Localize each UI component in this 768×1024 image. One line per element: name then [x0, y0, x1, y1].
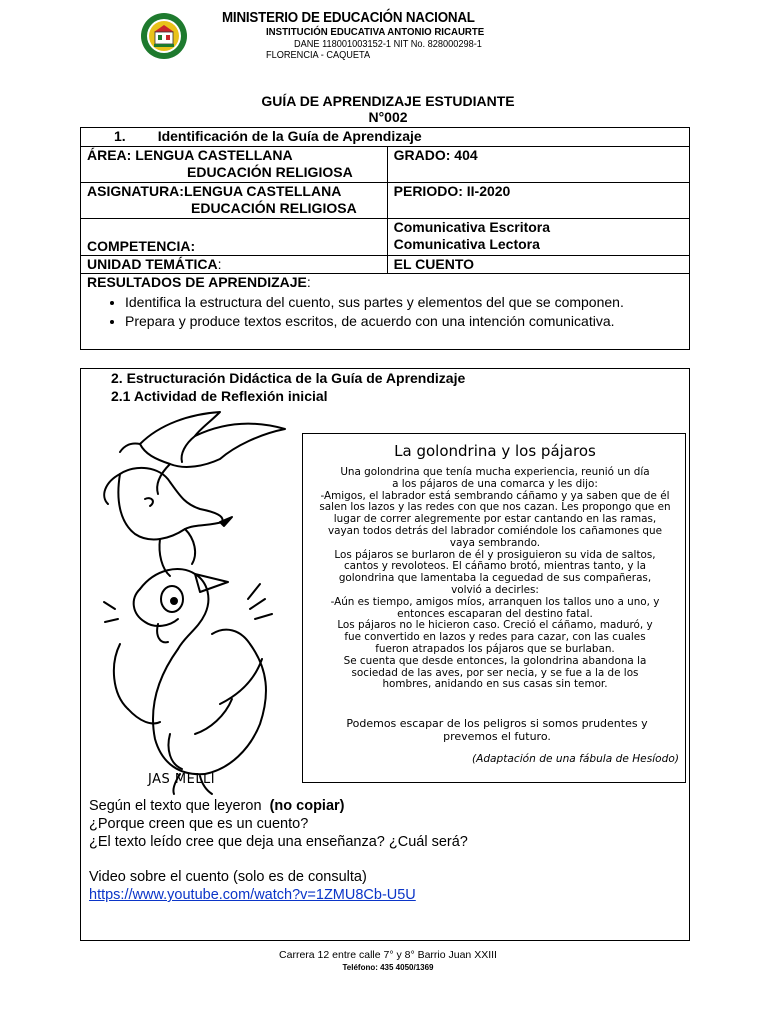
fable-box [302, 433, 686, 783]
fable-moral-line1: Podemos escapar de los peligros si somos prudentes y [346, 717, 648, 730]
school-logo [140, 12, 188, 60]
fable-moral-line2: prevemos el futuro. [443, 730, 551, 743]
resultados-label: RESULTADOS DE APRENDIZAJE [87, 274, 307, 290]
illustration-signature: JAS MELLI [148, 772, 216, 787]
unidad-label-cell [81, 256, 388, 274]
asignatura-cell [81, 183, 388, 219]
fable-line: sociedad de las aves, por ser necia, y se fue a la de los [351, 666, 639, 679]
fable-line: Una golondrina que tenía mucha experiencia, reunió un día [340, 466, 650, 478]
fable-line: lugar de correr alegremente por estar cantando en las ramas, [333, 513, 657, 526]
grado-cell: GRADO: 404 [387, 147, 689, 183]
question-intro-line [89, 798, 345, 814]
competencia-cell [387, 219, 689, 256]
fable-body [309, 467, 681, 691]
section1-title: Identificación de la Guía de Aprendizaje [157, 128, 422, 144]
fable-line: Los pájaros no le hicieron caso. Creció el cáñamo, maduró, y [337, 619, 653, 632]
resultados-cell [81, 274, 690, 350]
fable-line: fue convertido en lazos y redes para cazar, con las cuales [344, 631, 646, 644]
fable-moral [317, 717, 677, 743]
area-line1: ÁREA: LENGUA CASTELLANA [87, 147, 293, 163]
unidad-value: EL CUENTO [387, 256, 689, 274]
fable-line: entonces escaparan del destino fatal. [397, 607, 593, 620]
fable-line: Los pájaros se burlaron de él y prosiguieron su vida de saltos, [334, 548, 656, 561]
guide-title: GUÍA DE APRENDIZAJE ESTUDIANTE [261, 93, 515, 109]
periodo-cell: PERIODO: II-2020 [387, 183, 689, 219]
footer-phone: Teléfono: 435 4050/1369 [342, 963, 434, 972]
area-cell [81, 147, 388, 183]
video-label: Video sobre el cuento (solo es de consulta) [89, 869, 367, 885]
birds-illustration [100, 404, 298, 796]
identification-table [80, 127, 690, 350]
area-line2: EDUCACIÓN RELIGIOSA [187, 164, 353, 180]
fable-line: golondrina que lamentaba la ceguedad de sus compañeras, [338, 572, 652, 585]
resultados-list [87, 293, 683, 331]
section2-1-heading: 2.1 Actividad de Reflexión inicial [111, 388, 328, 404]
fable-title: La golondrina y los pájaros [394, 442, 596, 460]
fable-line: salen los lazos y las redes con que nos cazan. Les propongo que en [319, 501, 671, 514]
guide-number: N°002 [368, 109, 408, 125]
fable-line: -Amigos, el labrador está sembrando cáñamo y ya saben que de él [320, 489, 670, 502]
question-2: ¿El texto leído cree que deja una enseñanza? ¿Cuál será? [89, 834, 468, 850]
unidad-colon: : [217, 256, 222, 272]
question-intro: Según el texto que leyeron [89, 798, 262, 814]
question-1: ¿Porque creen que es un cuento? [89, 816, 309, 832]
video-link[interactable]: https://www.youtube.com/watch?v=1ZMU8Cb-U5U [89, 887, 416, 903]
resultados-colon: : [306, 274, 311, 290]
ministry-title: MINISTERIO DE EDUCACIÓN NACIONAL [222, 10, 475, 26]
section1-number: 1. [114, 128, 126, 144]
resultado-item: • Prepara y produce textos escritos, de acuerdo con una intención comunicativa. [125, 312, 683, 331]
fable-line: a los pájaros de una comarca y les dijo: [392, 477, 598, 490]
section2-heading: 2. Estructuración Didáctica de la Guía de Aprendizaje [111, 370, 466, 386]
competencia-1: Comunicativa Escritora [393, 219, 551, 235]
fable-line: Se cuenta que desde entonces, la golondrina abandona la [343, 654, 647, 667]
fable-line: fueron atrapados los pájaros que se burlaban. [375, 642, 615, 655]
question-note: (no copiar) [269, 798, 345, 814]
institution-city: FLORENCIA - CAQUETA [266, 50, 371, 61]
unidad-label: UNIDAD TEMÁTICA [87, 256, 218, 272]
fable-line: vayan todos detrás del labrador comiéndole los cañamones que [328, 524, 662, 537]
footer-address: Carrera 12 entre calle 7° y 8° Barrio Juan XXIII [279, 949, 497, 961]
competencia-2: Comunicativa Lectora [393, 236, 540, 252]
resultado-item: • Identifica la estructura del cuento, sus partes y elementos del que se componen. [125, 293, 683, 312]
institution-dane: DANE 118001003152-1 NIT No. 828000298-1 [294, 39, 482, 50]
fable-line: -Aún es tiempo, amigos míos, arranquen los tallos uno a uno, y [330, 595, 660, 608]
fable-line: volvió a decirles: [451, 583, 539, 596]
competencia-label: COMPETENCIA: [81, 219, 388, 256]
fable-line: cantos y revoloteos. El cáñamo brotó, mientras tanto, y la [343, 560, 647, 573]
section1-heading [81, 128, 690, 147]
asignatura-line1: ASIGNATURA:LENGUA CASTELLANA [87, 183, 342, 199]
fable-source: (Adaptación de una fábula de Hesíodo) [471, 753, 679, 765]
fable-line: vaya sembrando. [449, 536, 541, 549]
institution-name: INSTITUCIÓN EDUCATIVA ANTONIO RICAURTE [266, 26, 485, 38]
fable-line: hombres, anidando en sus casas sin temor. [382, 678, 608, 691]
asignatura-line2: EDUCACIÓN RELIGIOSA [191, 200, 357, 216]
